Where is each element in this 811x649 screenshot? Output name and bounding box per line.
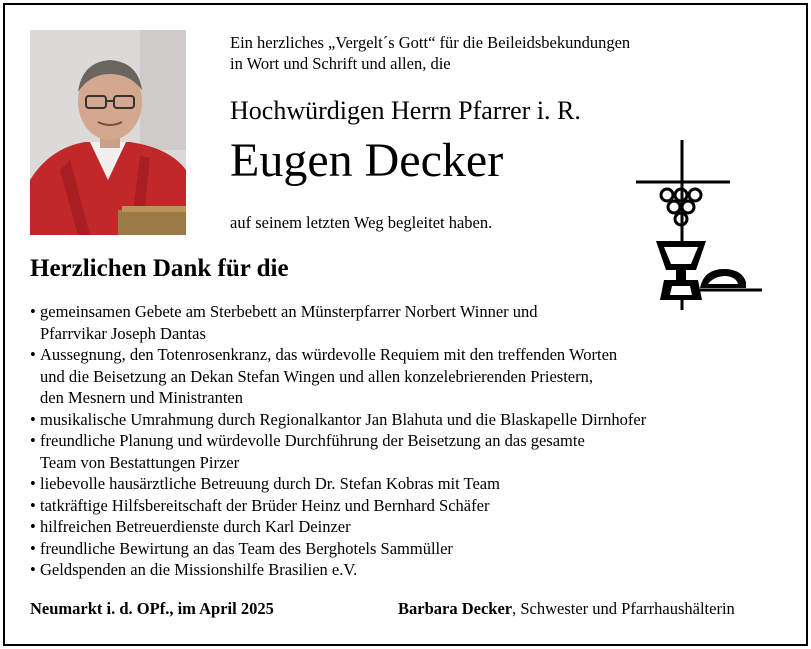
cross-chalice-grapes-bread-icon	[634, 138, 764, 313]
bullet-icon: •	[30, 345, 36, 364]
portrait-photo	[30, 30, 186, 235]
list-item	[30, 301, 750, 344]
bullet-icon: •	[30, 517, 36, 536]
bullet-icon: •	[30, 538, 36, 558]
list-item	[30, 344, 750, 409]
accompaniment-text: auf seinem letzten Weg begleitet haben.	[230, 213, 493, 232]
signer-name: Barbara Decker	[398, 599, 513, 618]
list-item	[30, 516, 750, 538]
list-item	[30, 430, 750, 473]
list-item-text: musikalische Umrahmung durch Regionalkantor Jan Blahuta und die Blaskapelle Dirnhofer	[40, 409, 647, 429]
signer-role: , Schwester und Pfarrhaushälterin	[512, 599, 735, 618]
bullet-icon: •	[30, 560, 36, 579]
bullet-icon: •	[30, 495, 36, 515]
list-item-text: hilfreichen Betreuerdienste durch Karl Deinzer	[40, 517, 351, 536]
list-item-text: freundliche Bewirtung an das Team des Berghotels Sammüller	[40, 538, 453, 558]
list-item-text: Aussegnung, den Totenrosenkranz, das würdevolle Requiem mit den treffenden Worten und die Beisetzung an Dekan Stefan Wingen und allen konzelebrierenden Priestern, den Mesnern und Ministranten	[40, 345, 618, 407]
signature-line	[398, 599, 735, 619]
intro-line-1: Ein herzliches „Vergelt´s Gott“ für die Beileidsbekundungen	[230, 33, 631, 52]
bullet-icon: •	[30, 409, 36, 429]
bullet-icon: •	[30, 474, 36, 493]
list-item	[30, 538, 750, 560]
deceased-title: Hochwürdigen Herrn Pfarrer i. R.	[230, 96, 581, 125]
list-item	[30, 409, 750, 431]
thanks-list	[30, 301, 750, 581]
intro-text	[230, 32, 710, 74]
deceased-name: Eugen Decker	[230, 134, 504, 187]
place-date: Neumarkt i. d. OPf., im April 2025	[30, 599, 274, 618]
list-item-text: gemeinsamen Gebete am Sterbebett an Münsterpfarrer Norbert Winner und Pfarrvikar Joseph Dantas	[40, 302, 538, 343]
list-item-text: freundliche Planung und würdevolle Durchführung der Beisetzung an das gesamte Team von Bestattungen Pirzer	[40, 431, 585, 472]
list-item-text: tatkräftige Hilfsbereitschaft der Brüder Heinz und Bernhard Schäfer	[40, 495, 490, 515]
list-item	[30, 495, 750, 517]
list-item	[30, 473, 750, 495]
list-item-text: Geldspenden an die Missionshilfe Brasilien e.V.	[40, 560, 358, 579]
list-item-text: liebevolle hausärztliche Betreuung durch Dr. Stefan Kobras mit Team	[40, 474, 500, 493]
thanks-heading: Herzlichen Dank für die	[30, 255, 289, 282]
list-item	[30, 559, 750, 581]
bullet-icon: •	[30, 302, 36, 321]
intro-line-2: in Wort und Schrift und allen, die	[230, 54, 451, 73]
bullet-icon: •	[30, 431, 36, 450]
